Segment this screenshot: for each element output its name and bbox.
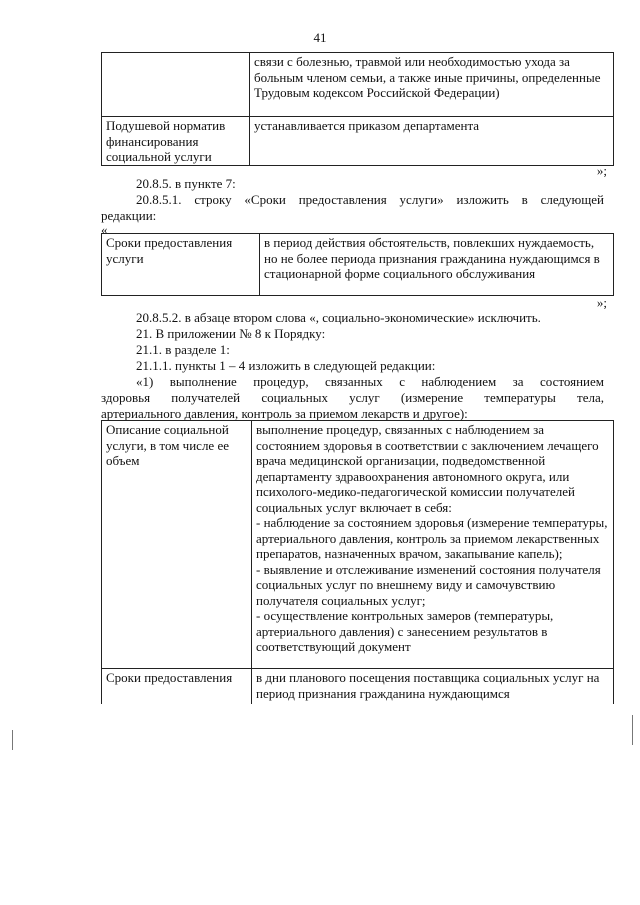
paragraph-21-1-1: 21.1.1. пункты 1 – 4 изложить в следующей редакции: bbox=[136, 358, 436, 373]
table-row bbox=[102, 117, 614, 166]
table-cell-right: в дни планового посещения поставщика социальных услуг на период признания гражданина нуждающимся bbox=[252, 669, 614, 705]
table-cell-left: Сроки предоставления услуги bbox=[102, 234, 260, 296]
paragraph-21-1: 21.1. в разделе 1: bbox=[136, 342, 230, 357]
table-cell-left: Сроки предоставления bbox=[102, 669, 252, 705]
table-service-description bbox=[101, 420, 614, 704]
scan-margin-line bbox=[632, 715, 633, 745]
table-cell-left: Описание социальной услуги, в том числе ее объем bbox=[102, 421, 252, 669]
paragraph-item-1-line1 bbox=[136, 374, 604, 390]
page-number: 41 bbox=[313, 30, 327, 45]
paragraph-text: «1) выполнение процедур, связанных с наблюдением за состоянием bbox=[136, 374, 604, 389]
table-row bbox=[102, 669, 614, 705]
table-cell-left bbox=[102, 53, 250, 117]
table-service-terms bbox=[101, 233, 614, 296]
table-staff-norms bbox=[101, 52, 614, 166]
table-row bbox=[102, 234, 614, 296]
scan-margin-line bbox=[12, 730, 13, 750]
table-cell-right: в период действия обстоятельств, повлекших нуждаемость, но не более периода признания гражданина нуждающимся в стационарной форме социального обслуживания bbox=[260, 234, 614, 296]
paragraph-20-8-5: 20.8.5. в пункте 7: bbox=[136, 176, 236, 191]
paragraph-20-8-5-1-cont: редакции: bbox=[101, 208, 157, 223]
table-cell-right: связи с болезнью, травмой или необходимостью ухода за больным членом семьи, а также иные причины, определенные Трудовым кодексом Российской Федерации) bbox=[250, 53, 614, 117]
paragraph-item-1-line3: артериального давления, контроль за приемом лекарств и другое): bbox=[101, 406, 468, 421]
opening-quote: « bbox=[101, 222, 108, 237]
paragraph-text: здоровья получателей социальных услуг (измерение температуры тела, bbox=[101, 390, 604, 405]
table-cell-right: выполнение процедур, связанных с наблюдением за состоянием здоровья в соответствии с заключением лечащего врача медицинской организации, подведомственной департаменту здравоохранения автономного округа, или психолого-медико-педагогической комиссии получателей социальных услуг включает в себя: - наблюдение за состоянием здоровья (измерение температуры, артериального давления, контроль за приемом лекарственных препаратов, назначенных врачом, закапывание капель); - выявление и отслеживание изменений состояния получателя социальных услуг по внешнему виду и самочувствию получателя социальных услуг; - осуществление контрольных замеров (температуры, артериального давления) с занесением результатов в соответствующий документ bbox=[252, 421, 614, 669]
paragraph-20-8-5-2: 20.8.5.2. в абзаце втором слова «, социально-экономические» исключить. bbox=[136, 310, 541, 325]
closing-quote: »; bbox=[596, 163, 607, 178]
table-row bbox=[102, 53, 614, 117]
table-cell-right: устанавливается приказом департамента bbox=[250, 117, 614, 166]
paragraph-20-8-5-1 bbox=[136, 192, 604, 208]
paragraph-text: 20.8.5.1. строку «Сроки предоставления услуги» изложить в следующей bbox=[136, 192, 604, 207]
closing-quote: »; bbox=[596, 295, 607, 310]
paragraph-21: 21. В приложении № 8 к Порядку: bbox=[136, 326, 326, 341]
table-cell-left: Подушевой норматив финансирования социальной услуги bbox=[102, 117, 250, 166]
table-row bbox=[102, 421, 614, 669]
paragraph-item-1-line2 bbox=[101, 390, 604, 406]
